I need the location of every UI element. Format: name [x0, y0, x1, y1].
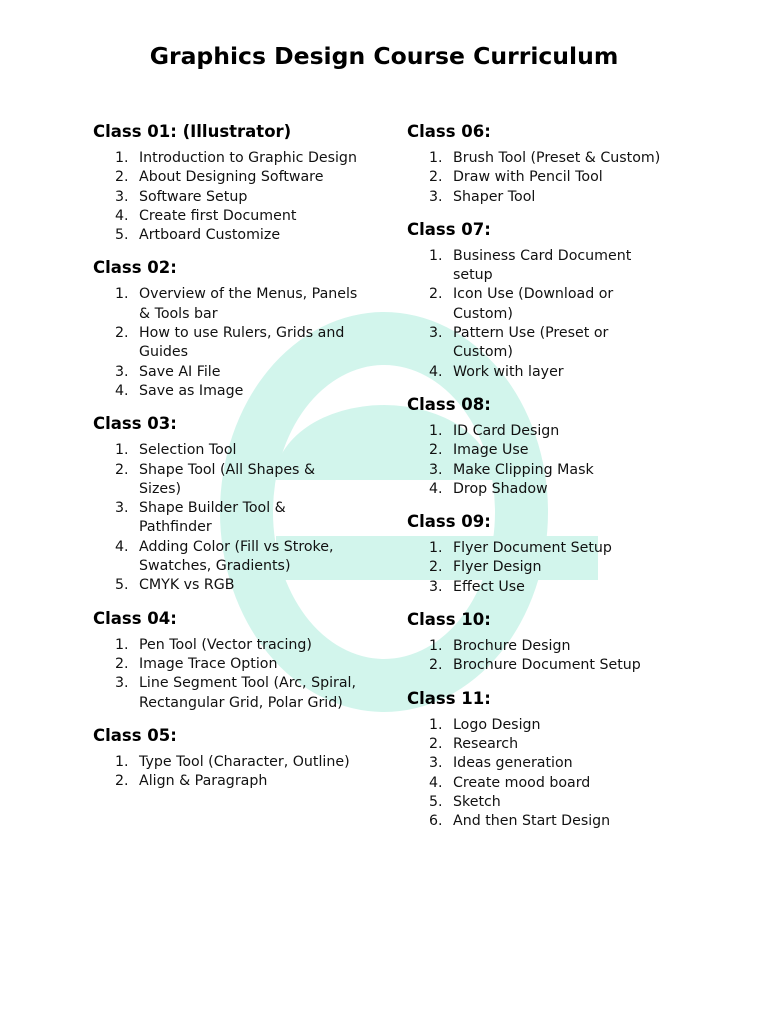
list-item	[407, 539, 663, 558]
page-title: Graphics Design Course Curriculum	[149, 42, 619, 70]
list-item	[407, 422, 663, 441]
topic-list	[407, 716, 707, 832]
list-item-number: 3.	[429, 461, 443, 478]
list-item-text: Image Trace Option	[139, 655, 278, 672]
list-item-number: 2.	[115, 655, 129, 672]
list-item	[407, 441, 663, 460]
class-heading: Class 01: (Illustrator)	[93, 122, 292, 141]
list-item-number: 3.	[115, 188, 129, 205]
list-item-number: 3.	[115, 675, 129, 692]
list-item-text: Overview of the Menus, Panels & Tools bar	[139, 286, 358, 322]
class-heading: Class 03:	[93, 414, 177, 434]
list-item-number: 2.	[429, 559, 443, 576]
list-item-number: 4.	[429, 480, 443, 497]
class-heading: Class 07:	[407, 219, 491, 239]
list-item-number: 5.	[115, 577, 129, 594]
topic-list	[93, 149, 383, 245]
list-item-number: 2.	[115, 461, 129, 478]
topic-list	[407, 422, 707, 499]
list-item	[93, 538, 359, 577]
list-item-text: Brochure Design	[453, 638, 571, 655]
list-item-number: 1.	[429, 150, 443, 166]
list-item	[407, 285, 663, 324]
list-item-number: 1.	[115, 150, 129, 166]
list-item-text: Line Segment Tool (Arc, Spiral, Rectangular Grid, Polar Grid)	[139, 675, 357, 711]
list-item-number: 1.	[429, 540, 443, 557]
list-item-number: 5.	[429, 793, 443, 810]
topic-list	[93, 753, 383, 792]
list-item-text: Create mood board	[453, 774, 591, 791]
list-item	[93, 382, 359, 401]
list-item	[93, 285, 359, 324]
list-item-number: 1.	[115, 753, 129, 770]
list-item	[93, 772, 359, 791]
list-item-number: 2.	[429, 735, 443, 752]
list-item-text: Icon Use (Download or Custom)	[453, 286, 614, 322]
list-item-text: Artboard Customize	[139, 227, 281, 244]
class-heading: Class 09:	[407, 512, 491, 532]
list-item	[93, 226, 359, 245]
list-item-text: Effect Use	[453, 578, 525, 595]
list-item-text: CMYK vs RGB	[139, 577, 235, 594]
list-item-text: And then Start Design	[453, 813, 611, 830]
list-item	[407, 637, 663, 656]
list-item	[93, 207, 359, 226]
list-item	[407, 168, 663, 187]
list-item-number: 1.	[429, 247, 443, 264]
list-item-number: 6.	[429, 813, 443, 830]
list-item	[407, 188, 663, 207]
list-item	[93, 168, 359, 187]
list-item-text: Selection Tool	[139, 442, 237, 459]
list-item-text: Flyer Design	[453, 559, 542, 576]
list-item-number: 2.	[429, 286, 443, 303]
list-item-number: 3.	[429, 325, 443, 342]
list-item-number: 1.	[115, 636, 129, 653]
list-item-number: 4.	[429, 774, 443, 791]
list-item	[93, 149, 359, 168]
list-item-number: 3.	[115, 363, 129, 380]
list-item-text: Logo Design	[453, 716, 541, 733]
list-item-number: 2.	[429, 442, 443, 459]
list-item	[407, 716, 663, 735]
list-item-text: Align & Paragraph	[139, 773, 268, 790]
list-item-number: 3.	[429, 188, 443, 205]
list-item-number: 3.	[429, 578, 443, 595]
list-item-text: How to use Rulers, Grids and Guides	[139, 325, 345, 361]
list-item-number: 1.	[429, 716, 443, 733]
class-heading: Class 02:	[93, 258, 177, 278]
list-item	[93, 655, 359, 674]
list-item-number: 3.	[429, 755, 443, 772]
list-item-text: Shape Builder Tool & Pathfinder	[139, 500, 286, 536]
list-item	[407, 793, 663, 812]
list-item-text: Introduction to Graphic Design	[139, 150, 357, 166]
list-item	[93, 324, 359, 363]
list-item-text: Create first Document	[139, 207, 297, 224]
list-item-text: Brochure Document Setup	[453, 657, 641, 674]
list-item	[93, 753, 359, 772]
list-item	[93, 576, 359, 595]
class-heading: Class 06:	[407, 122, 491, 141]
list-item-text: About Designing Software	[139, 169, 324, 186]
list-item	[407, 812, 663, 831]
topic-list	[407, 149, 707, 207]
list-item	[93, 461, 359, 500]
list-item-text: Business Card Document setup	[453, 247, 632, 284]
list-item	[407, 149, 663, 168]
list-item	[93, 674, 359, 713]
list-item	[407, 656, 663, 675]
list-item	[407, 461, 663, 480]
list-item-text: Brush Tool (Preset & Custom)	[453, 150, 661, 166]
class-heading: Class 10:	[407, 610, 491, 630]
list-item-text: Research	[453, 735, 519, 752]
list-item-number: 4.	[429, 363, 443, 380]
list-item	[407, 754, 663, 773]
list-item-text: Type Tool (Character, Outline)	[139, 753, 350, 770]
list-item-text: Work with layer	[453, 363, 564, 380]
list-item-number: 5.	[115, 227, 129, 244]
list-item-text: Sketch	[453, 793, 501, 810]
list-item-text: Save as Image	[139, 382, 244, 399]
class-heading: Class 05:	[93, 725, 177, 745]
list-item-number: 1.	[115, 442, 129, 459]
list-item-text: Shaper Tool	[453, 188, 536, 205]
topic-list	[93, 441, 383, 595]
list-item	[407, 247, 663, 286]
topic-list	[93, 285, 383, 401]
topic-list	[93, 636, 383, 713]
list-item-number: 2.	[115, 169, 129, 186]
list-item-text: Draw with Pencil Tool	[453, 169, 603, 186]
list-item-number: 2.	[429, 169, 443, 186]
list-item-number: 4.	[115, 207, 129, 224]
list-item-text: Pen Tool (Vector tracing)	[139, 636, 312, 653]
list-item-text: Make Clipping Mask	[453, 461, 594, 478]
list-item-number: 4.	[115, 382, 129, 399]
list-item-text: Ideas generation	[453, 755, 573, 772]
topic-list	[407, 637, 707, 676]
list-item-text: Pattern Use (Preset or Custom)	[453, 325, 609, 361]
list-item	[407, 558, 663, 577]
list-item-number: 2.	[429, 657, 443, 674]
list-item	[407, 363, 663, 382]
list-item	[407, 480, 663, 499]
list-item-number: 2.	[115, 773, 129, 790]
list-item	[93, 188, 359, 207]
list-item-text: Flyer Document Setup	[453, 540, 612, 557]
class-heading: Class 08:	[407, 394, 491, 414]
list-item-number: 1.	[115, 286, 129, 303]
list-item	[93, 363, 359, 382]
list-item-text: Shape Tool (All Shapes & Sizes)	[139, 461, 316, 497]
topic-list	[407, 539, 707, 597]
class-heading: Class 11:	[407, 688, 491, 708]
class-heading: Class 04:	[93, 608, 177, 628]
left-column	[93, 118, 383, 800]
list-item-number: 3.	[115, 500, 129, 517]
list-item-number: 4.	[115, 538, 129, 555]
list-item	[407, 578, 663, 597]
right-column	[407, 118, 707, 840]
topic-list	[407, 247, 707, 382]
list-item-number: 1.	[429, 638, 443, 655]
list-item	[93, 441, 359, 460]
list-item	[93, 499, 359, 538]
list-item-text: Adding Color (Fill vs Stroke, Swatches, Gradients)	[139, 538, 334, 575]
list-item	[93, 636, 359, 655]
list-item-number: 2.	[115, 325, 129, 342]
list-item	[407, 774, 663, 793]
list-item-text: Save AI File	[139, 363, 221, 380]
list-item-text: Drop Shadow	[453, 480, 548, 497]
list-item-text: Software Setup	[139, 188, 248, 205]
list-item	[407, 735, 663, 754]
list-item-number: 1.	[429, 422, 443, 439]
list-item-text: Image Use	[453, 442, 529, 459]
list-item	[407, 324, 663, 363]
list-item-text: ID Card Design	[453, 422, 560, 439]
